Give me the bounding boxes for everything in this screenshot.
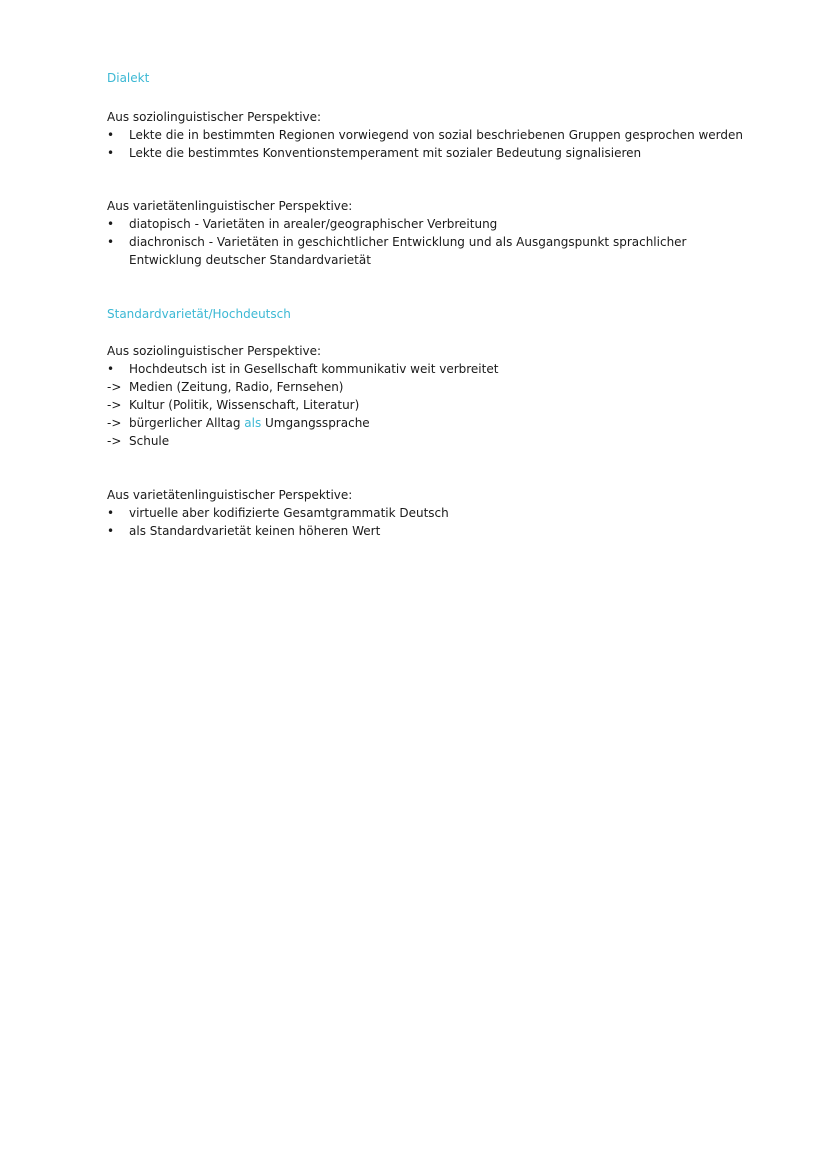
list-item (107, 522, 747, 540)
list-item (107, 360, 747, 378)
list-item (107, 126, 747, 144)
highlighted-word: als (244, 416, 262, 430)
list-item-text (129, 414, 747, 432)
list-item-text: Lekte die bestimmtes Konventionstemperament mit sozialer Bedeutung signalisieren (129, 146, 642, 160)
bullet-marker: • (107, 362, 115, 376)
standard-varietaet-group (107, 486, 747, 540)
dialekt-varietaet-group (107, 197, 747, 269)
group-intro: Aus varietätenlinguistischer Perspektive: (107, 488, 353, 502)
list-item (107, 414, 747, 432)
dialekt-sozio-group (107, 108, 747, 162)
arrow-marker: -> (107, 434, 122, 448)
bullet-marker: • (107, 146, 115, 160)
arrow-marker: -> (107, 380, 122, 394)
group-intro: Aus varietätenlinguistischer Perspektive: (107, 199, 353, 213)
list-item (107, 233, 747, 269)
list-item (107, 504, 747, 522)
list-item-text: Medien (Zeitung, Radio, Fernsehen) (129, 380, 344, 394)
arrow-marker: -> (107, 416, 122, 430)
group-intro: Aus soziolinguistischer Perspektive: (107, 110, 322, 124)
list-item (107, 144, 747, 162)
list-item (107, 378, 747, 396)
list-item-text: diatopisch - Varietäten in arealer/geographischer Verbreitung (129, 217, 498, 231)
list-item (107, 432, 747, 450)
list-item-text: als Standardvarietät keinen höheren Wert (129, 524, 381, 538)
list-item-text: diachronisch - Varietäten in geschichtlicher Entwicklung und als Ausgangspunkt sprachlicher Entwicklung deutscher Standardvarietät (129, 235, 687, 267)
arrow-marker: -> (107, 398, 122, 412)
list-item-text: Schule (129, 434, 170, 448)
list-item (107, 396, 747, 414)
alltag-text-before: bürgerlicher Alltag (129, 416, 245, 430)
alltag-text-after: Umgangssprache (261, 416, 370, 430)
group-intro: Aus soziolinguistischer Perspektive: (107, 344, 322, 358)
list-item-text: Lekte die in bestimmten Regionen vorwiegend von sozial beschriebenen Gruppen gesprochen werden (129, 128, 744, 142)
section-heading-dialekt: Dialekt (107, 71, 150, 85)
standard-sozio-group (107, 342, 747, 450)
bullet-marker: • (107, 128, 115, 142)
list-item-text: Kultur (Politik, Wissenschaft, Literatur) (129, 398, 360, 412)
bullet-marker: • (107, 235, 115, 249)
bullet-marker: • (107, 217, 115, 231)
list-item-text: virtuelle aber kodifizierte Gesamtgrammatik Deutsch (129, 506, 449, 520)
list-item (107, 215, 747, 233)
bullet-marker: • (107, 506, 115, 520)
section-heading-standardvarietaet: Standardvarietät/Hochdeutsch (107, 307, 291, 321)
bullet-marker: • (107, 524, 115, 538)
list-item-text: Hochdeutsch ist in Gesellschaft kommunikativ weit verbreitet (129, 362, 499, 376)
